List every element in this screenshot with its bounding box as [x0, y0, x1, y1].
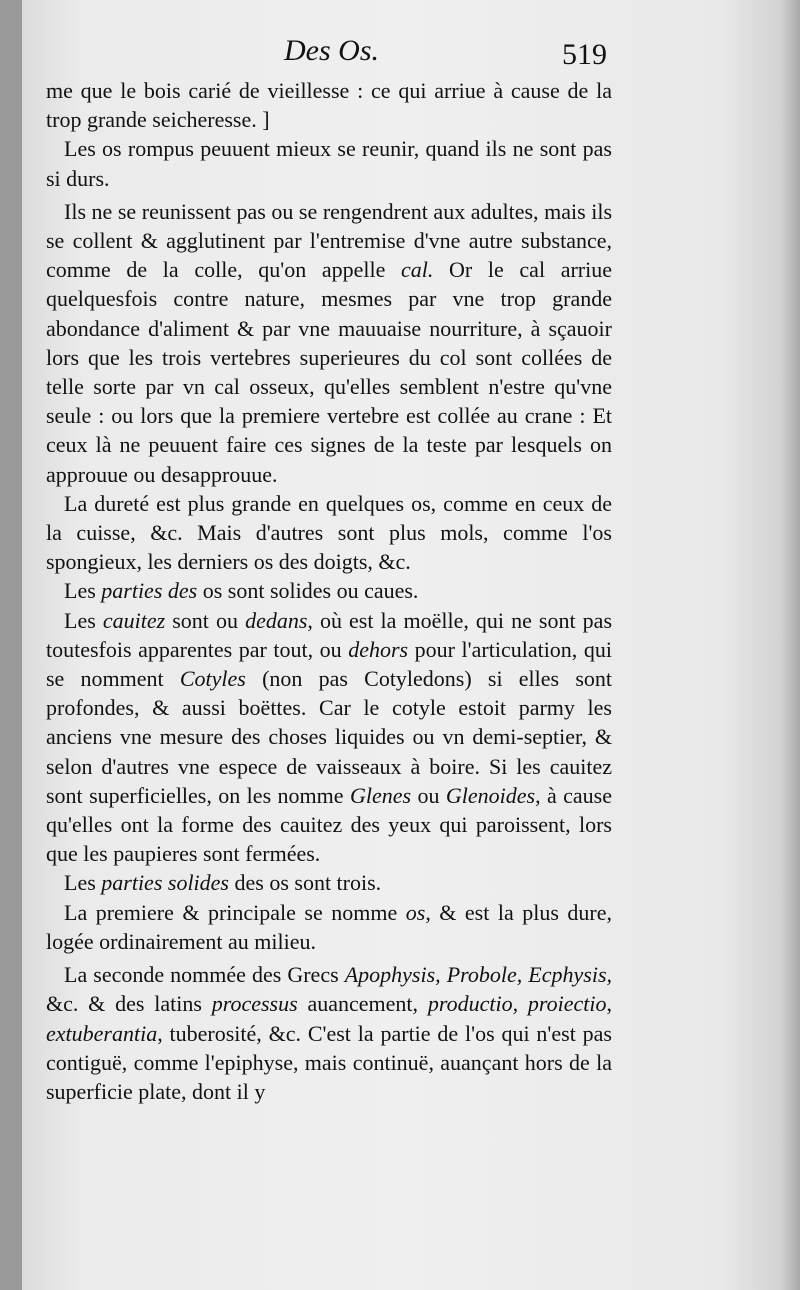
italic-run: os — [405, 899, 426, 925]
text-run: , tuberosité, &c. C'est la partie de l'os qui n'est pas contiguë, comme l'epiphyse, mais continuë, auançant hors de la superficie plate, dont il y — [46, 1020, 612, 1104]
paragraph — [46, 868, 612, 897]
italic-run: cauitez — [102, 607, 166, 633]
paragraph — [46, 134, 612, 192]
italic-run: cal. — [401, 257, 434, 283]
paragraph — [46, 576, 612, 605]
text-run: , à cause qu'elles ont la forme des cauitez des yeux qui paroissent, lors que les paupieres sont fermées. — [46, 782, 613, 867]
italic-run: processus — [211, 991, 298, 1017]
paragraph — [46, 76, 612, 134]
italic-run: Glenes — [349, 782, 412, 808]
text-run: Les — [64, 578, 102, 604]
text-run: me que le bois carié de vieillesse : ce qui arriue à cause de la trop grande seicheresse. ] — [46, 78, 612, 133]
text-run: ou — [411, 782, 446, 808]
text-run: La dureté est plus grande en quelques os, comme en ceux de la cuisse, &c. Mais d'autres sont plus mols, comme l'os spongieux, les derniers os des doigts, &c. — [46, 490, 612, 575]
text-run: pour l'articulation, qui se nomment — [46, 636, 612, 692]
text-run: , & est la plus dure, logée ordinairement au milieu. — [46, 899, 612, 954]
page-number: 519 — [562, 38, 607, 71]
italic-run: parties solides — [101, 870, 229, 896]
text-run: Or le cal arriue quelquesfois contre nature, mesmes par vne trop grande abondance d'aliment & par vne mauuaise nourriture, à sçauoir lors que les trois vertebres superieures du col sont collées de telle sorte par vn cal osseux, qu'elles semblent n'estre qu'vne seule : ou lors que la premiere vertebre est collée au crane : Et ceux là ne peuuent faire ces signes de la teste par lesquels on approuue ou desapprouue. — [46, 257, 612, 487]
text-run: , où est la moëlle, qui ne sont pas toutesfois apparentes par tout, ou — [46, 607, 613, 662]
text-run: os sont solides ou caues. — [197, 578, 419, 604]
italic-run: Cotyles — [179, 666, 246, 692]
text-run: auancement, — [297, 991, 428, 1017]
italic-run: Apophysis, Probole, Ecphysis, — [344, 962, 613, 988]
text-run: , — [606, 991, 612, 1017]
text-run: Les — [64, 607, 103, 633]
body-text — [46, 76, 612, 1106]
running-title: Des Os. — [284, 34, 379, 67]
italic-run: productio, proiectio — [427, 991, 607, 1017]
italic-run: dedans — [245, 607, 308, 633]
text-run: Ils ne se reunissent pas ou se rengendrent aux adultes, mais ils se collent & agglutinent par l'entremise d'vne autre substance, comme de la colle, qu'on appelle — [46, 198, 612, 283]
page-edge-shadow — [782, 0, 800, 1290]
paragraph — [46, 197, 612, 489]
text-run: sont ou — [165, 607, 246, 633]
italic-run: extuberantia — [46, 1020, 158, 1046]
book-page — [22, 0, 782, 1290]
text-run: &c. & des latins — [46, 991, 212, 1017]
text-run: Les os rompus peuuent mieux se reunir, quand ils ne sont pas si durs. — [46, 136, 612, 191]
text-run: (non pas Cotyledons) si elles sont profondes, & aussi boëttes. Car le cotyle estoit parmy les anciens vne mesure des choses liquides ou vn demi-septier, & selon d'autres vne espece de vaisseaux à boire. Si les cauitez sont superficielles, on les nomme — [46, 666, 612, 808]
paragraph — [46, 960, 612, 1106]
italic-run: Glenoides — [445, 782, 536, 808]
page-header — [22, 34, 782, 74]
text-run: La premiere & principale se nomme — [64, 899, 406, 925]
paragraph — [46, 606, 612, 869]
paragraph — [46, 898, 612, 956]
text-run: des os sont trois. — [229, 870, 382, 896]
paragraph — [46, 489, 612, 577]
italic-run: dehors — [348, 636, 409, 662]
text-run: La seconde nommée des Grecs — [64, 962, 345, 988]
italic-run: parties des — [101, 578, 198, 604]
text-run: Les — [64, 870, 102, 896]
